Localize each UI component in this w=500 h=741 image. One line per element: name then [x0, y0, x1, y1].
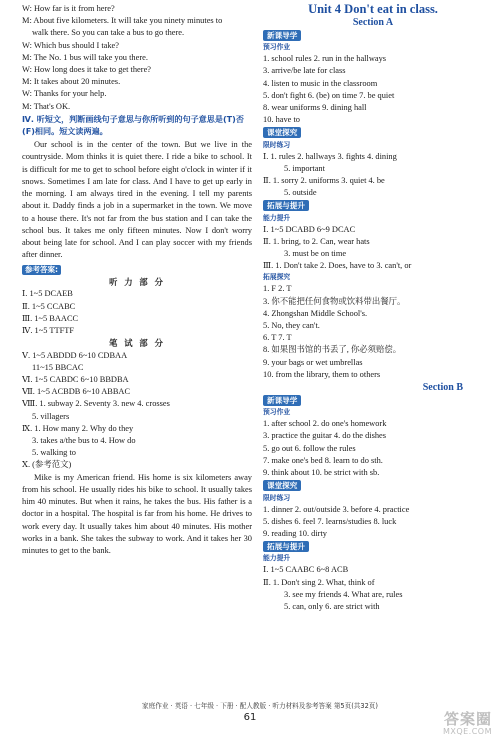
answer-line: 5. important — [284, 163, 325, 173]
answer-line: 3. 你不能把任何食物或饮料带出餐厅。 — [263, 296, 406, 306]
site-watermark-logo — [420, 711, 492, 739]
answer-line: 11~15 BBCAC — [32, 362, 84, 372]
sublabel-ability: 能力提升 — [263, 213, 291, 222]
written-part-title: 笔 试 部 分 — [109, 338, 165, 349]
answer-line: 5. can, only 6. are strict with — [284, 601, 380, 611]
answer-line: 5. No, they can't. — [263, 321, 320, 331]
answer-line: 5. go out 6. follow the rules — [263, 443, 356, 453]
band-classroom: 课堂探究 — [263, 127, 301, 138]
band-extension: 拓展与提升 — [263, 200, 309, 211]
listening-passage: Our school is in the center of the town. But we live in the countryside. Mom thinks it is quiet there. I ride a bike to school. It is difficult for me to get to school before eight o'clock in winter if it snows. Sometimes I am late for class. And I have to get up early in the morning. I am always tired in the evening. I tell my parents about it. Daddy finds a job in a supermarket in the town. We move to a house there. It's not far from the bus station and I can take the school bus. It takes me only fifteen minutes. Now I don't worry about being late for school. And I can play soccer with my friends after dinner. — [22, 140, 252, 260]
answer-line: Ⅲ. 1. Don't take 2. Does, have to 3. can't, or — [263, 261, 412, 271]
watermark-url: MXQE.COM — [442, 727, 492, 736]
dialogue-line: W: How far is it from here? — [22, 4, 115, 13]
answer-line: 3. arrive/be late for class — [263, 66, 346, 76]
dialogue-line: M: The No. 1 bus will take you there. — [22, 52, 148, 62]
unit-title: Unit 4 Don't eat in class. — [308, 2, 438, 16]
sublabel-practice-b: 限时练习 — [263, 493, 291, 502]
band-extension-b: 拓展与提升 — [263, 541, 309, 552]
answer-line: Ⅱ. 1~5 CCABC — [22, 301, 76, 311]
answer-line: 8. wear uniforms 9. dining hall — [263, 103, 367, 113]
answer-line: 7. make one's bed 8. learn to do sth. — [263, 455, 383, 465]
answer-line: 1. after school 2. do one's homework — [263, 419, 387, 429]
answer-line: 3. see my friends 4. What are, rules — [284, 589, 403, 599]
listening-part-title: 听 力 部 分 — [109, 276, 165, 287]
watermark-title: 答案圈 — [443, 710, 492, 728]
answer-line: 5. don't fight 6. (be) on time 7. be quiet — [263, 90, 395, 100]
left-column — [22, 3, 252, 557]
answer-line: 1. F 2. T — [263, 284, 292, 294]
answer-line: 1. dinner 2. out/outside 3. before 4. practice — [263, 504, 410, 514]
answer-line: Ⅰ. 1~5 DCABD 6~9 DCAC — [263, 224, 356, 234]
section-four-heading: Ⅳ. 听短文，判断画线句子意思与你所听到的句子意思是(T)否(F)相同。短文读两遍。 — [22, 113, 244, 137]
answer-line: 9. your bags or wet umbrellas — [263, 357, 363, 367]
answer-line: Ⅲ. 1~5 BAACC — [22, 313, 79, 323]
dialogue-line: W: How long does it take to get there? — [22, 65, 151, 75]
answer-line: 3. takes a/the bus to 4. How do — [32, 435, 136, 445]
answer-line: Ⅰ. 1. rules 2. hallways 3. fights 4. dining — [263, 151, 397, 161]
dialogue-line: M: It takes about 20 minutes. — [22, 77, 121, 87]
answer-line: 5. outside — [284, 188, 317, 198]
section-b-title: Section B — [422, 382, 463, 394]
section-a-title: Section A — [352, 17, 394, 28]
answer-line: 4. Zhongshan Middle School's. — [263, 308, 368, 318]
answer-line: 6. T 7. T — [263, 333, 292, 343]
dialogue-line: walk there. So you can take a bus to go there. — [32, 28, 185, 38]
reference-answers-label: 参考答案: — [22, 265, 61, 275]
answer-line: Ⅴ. 1~5 ABDDD 6~10 CDBAA — [22, 350, 128, 360]
answer-line: 4. listen to music in the classroom — [263, 78, 378, 88]
page-footer: 家庭作业 · 英语 · 七年级 · 下册 · 配人教版 · 听力材料及参考答案 第5页(共32页) — [142, 702, 378, 710]
sublabel-practice: 限时练习 — [263, 140, 291, 149]
dialogue-line: W: Thanks for your help. — [22, 89, 107, 99]
dialogue-line: M: About five kilometers. It will take you ninety minutes to — [22, 16, 223, 26]
answer-line: 5. villagers — [32, 411, 70, 421]
answer-line: 9. think about 10. be strict with sb. — [263, 468, 380, 478]
answer-line: Ⅱ. 1. Don't sing 2. What, think of — [263, 577, 375, 587]
dialogue-line: M: That's OK. — [22, 101, 71, 111]
answer-line: Ⅵ. 1~5 CABDC 6~10 BBDBA — [22, 374, 129, 384]
answer-line: Ⅳ. 1~5 TTFTF — [22, 325, 75, 335]
answer-line: 10. from the library, them to others — [263, 369, 381, 379]
sublabel-preview: 预习作业 — [263, 43, 291, 52]
model-essay: Mike is my American friend. His home is six kilometers away from his school. He usually rides his bike to school. It usually takes him 40 minutes. But when it rains, he takes the bus. His father is a doctor in a hospital. The hospital is far from his home. He drives to work every day. It usually takes him about 40 minutes. His mother works in a bank. She takes the subway to work. And it takes her 30 minutes to get to the bank. — [22, 472, 252, 556]
answer-line: 9. reading 10. dirty — [263, 528, 327, 538]
sublabel-ability-b: 能力提升 — [263, 554, 291, 563]
band-classroom-b: 课堂探究 — [263, 480, 301, 491]
answer-line: 3. practice the guitar 4. do the dishes — [263, 431, 387, 441]
answer-line: Ⅹ. (参考范文) — [22, 460, 72, 470]
answer-line: 3. must be on time — [284, 249, 347, 259]
answer-line: 5. walking to — [32, 448, 76, 458]
answer-line: 10. have to — [263, 115, 300, 125]
answer-line: 1. school rules 2. run in the hallways — [263, 54, 387, 64]
dialogue-line: W: Which bus should I take? — [22, 40, 119, 50]
band-new-lesson-b: 新课导学 — [263, 395, 301, 406]
page-number: 61 — [243, 712, 257, 723]
answer-line: Ⅱ. 1. sorry 2. uniforms 3. quiet 4. be — [263, 176, 385, 186]
answer-line: Ⅰ. 1~5 CAABC 6~8 ACB — [263, 565, 349, 575]
right-column — [263, 3, 483, 613]
answer-line: Ⅱ. 1. bring, to 2. Can, wear hats — [263, 236, 370, 246]
answer-line: Ⅷ. 1. subway 2. Seventy 3. new 4. crosses — [22, 399, 170, 409]
answer-line: 8. 如果图书馆的书丢了, 你必须赔偿。 — [263, 345, 402, 355]
answer-line: Ⅰ. 1~5 DCAEB — [22, 289, 73, 299]
answer-line: Ⅶ. 1~5 ACBDB 6~10 ABBAC — [22, 387, 131, 397]
band-new-lesson: 新课导学 — [263, 30, 301, 41]
answer-line: 5. dishes 6. feel 7. learns/studies 8. luck — [263, 516, 397, 526]
sublabel-preview-b: 预习作业 — [263, 408, 291, 417]
answer-line: Ⅸ. 1. How many 2. Why do they — [22, 423, 134, 433]
sublabel-extend: 拓展探究 — [263, 273, 291, 282]
